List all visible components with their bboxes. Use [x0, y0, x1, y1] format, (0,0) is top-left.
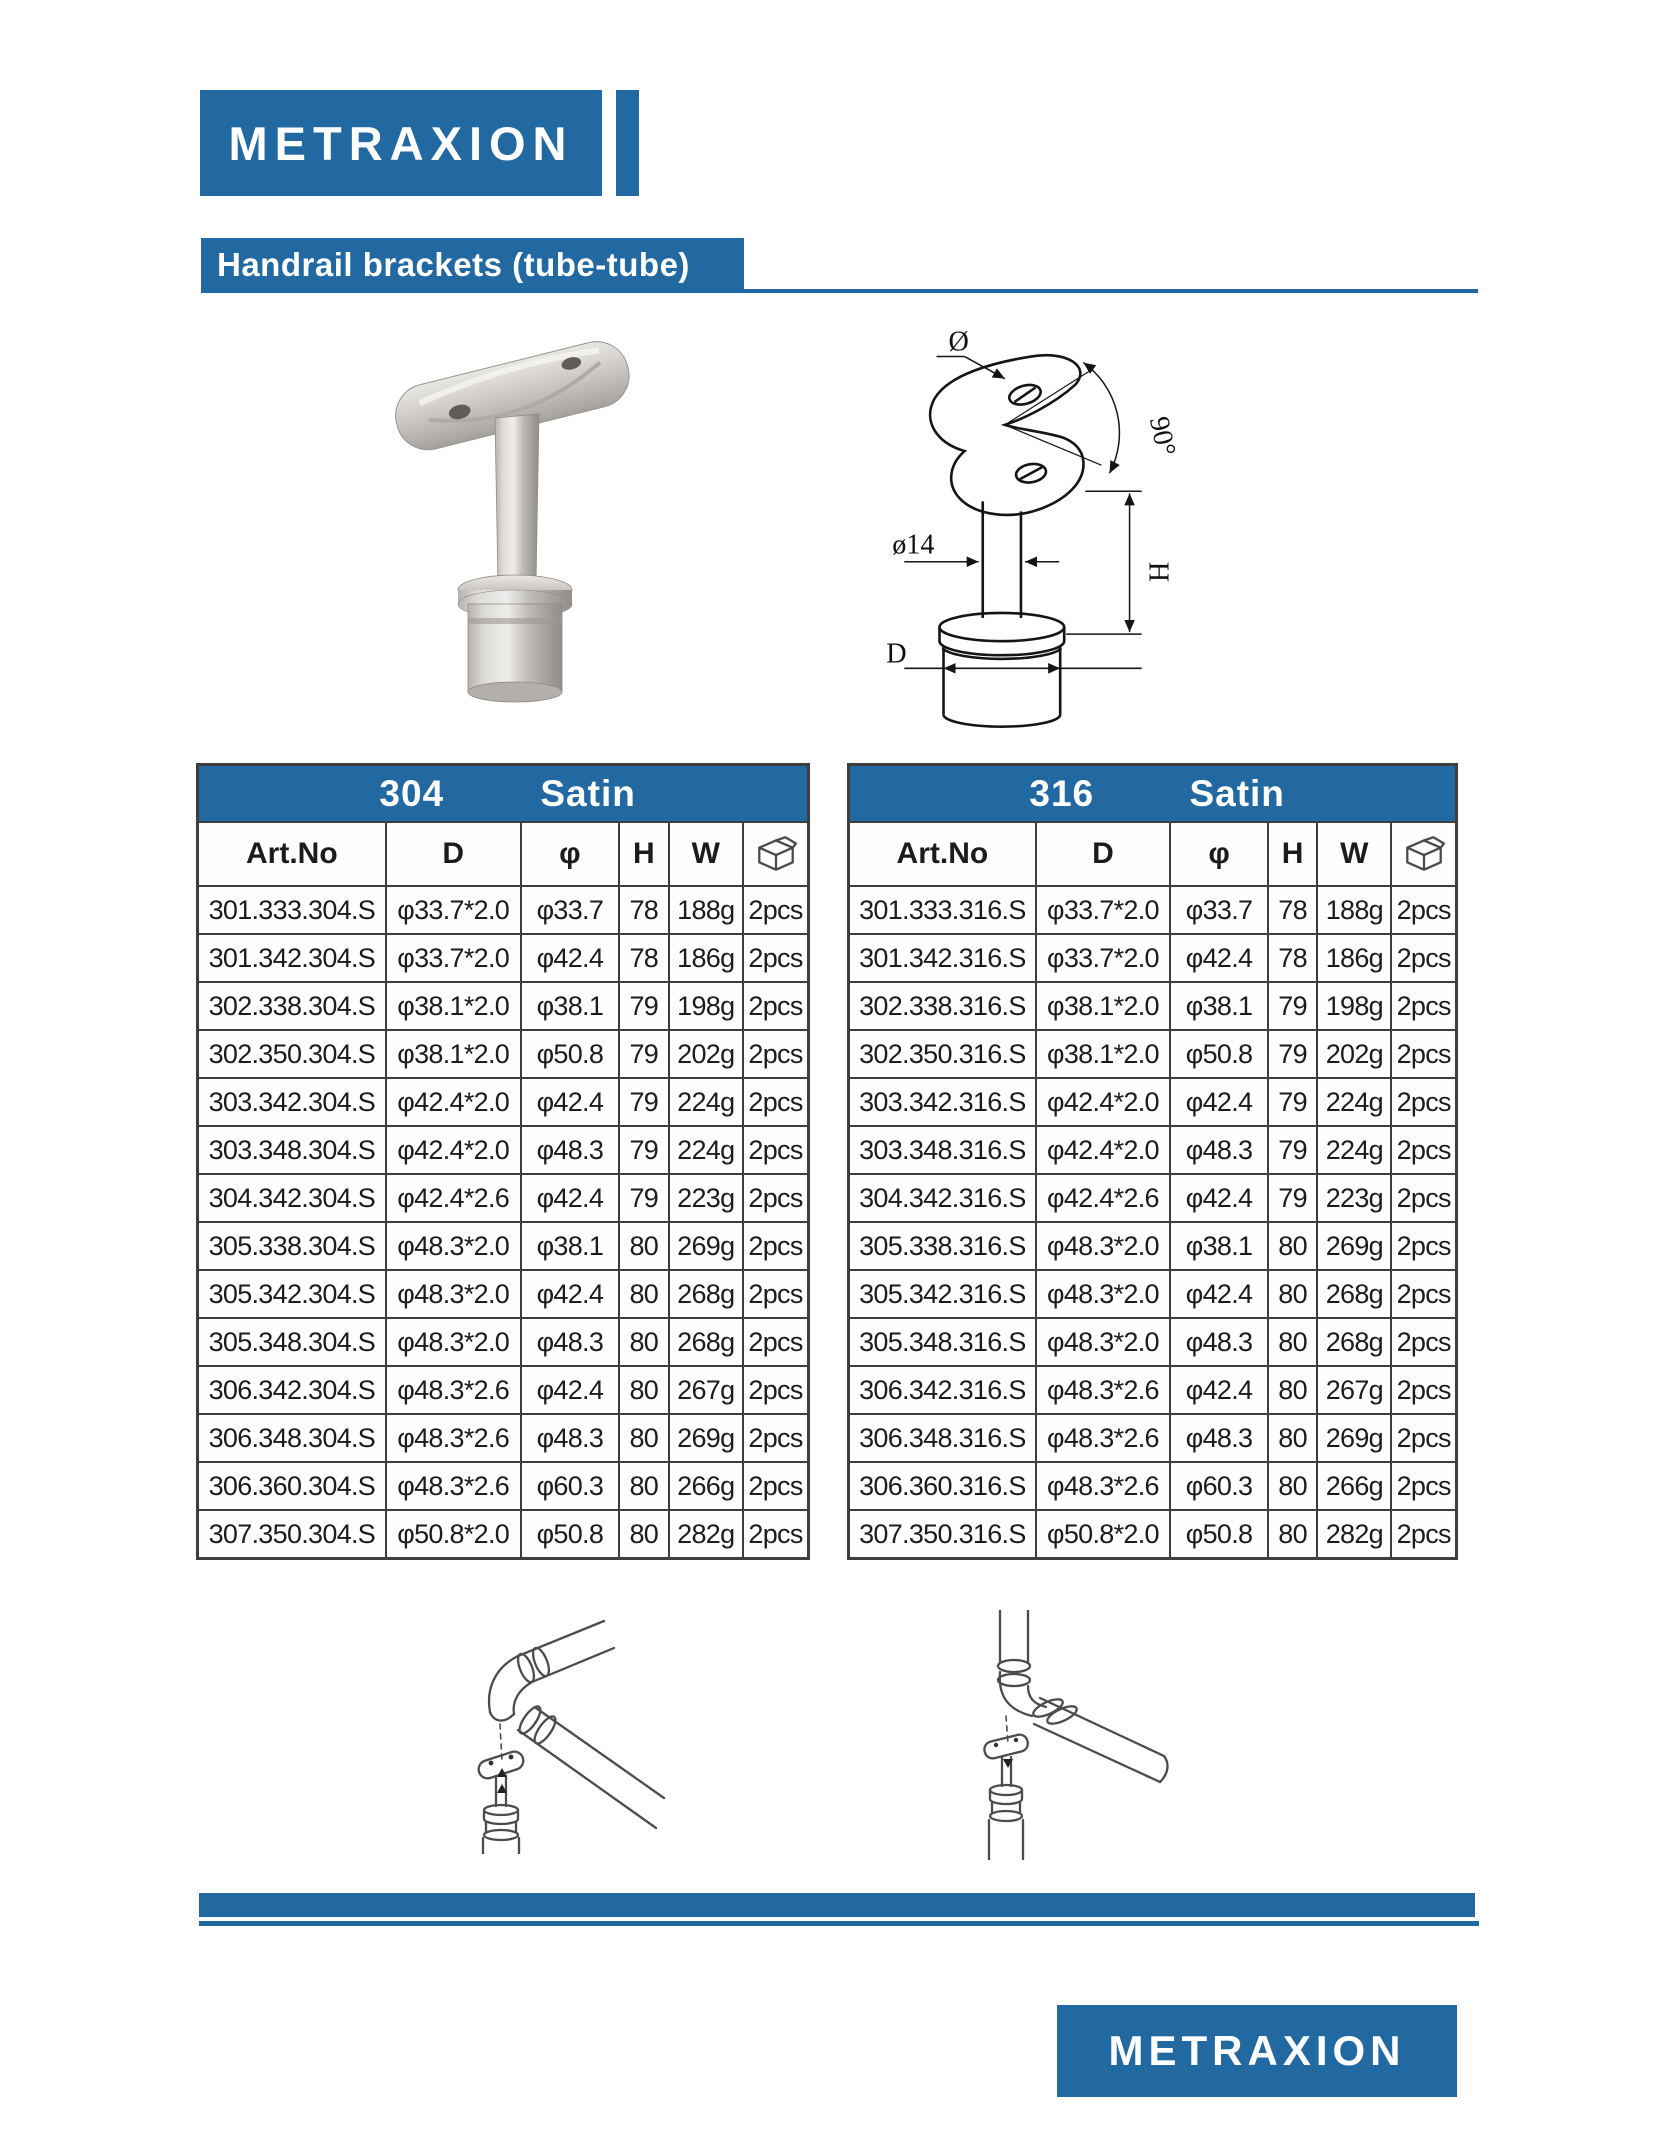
col-artno: Art.No: [198, 822, 386, 886]
col-package: [1391, 822, 1456, 886]
cell-h: 78: [619, 934, 668, 982]
cell-pcs: 2pcs: [1391, 1270, 1456, 1318]
installation-diagram-right: [942, 1610, 1170, 1860]
cell-h: 80: [1268, 1270, 1317, 1318]
col-h: H: [619, 822, 668, 886]
cell-artno: 307.350.304.S: [198, 1510, 386, 1559]
table-band-316: [849, 765, 1457, 823]
cell-w: 269g: [669, 1414, 744, 1462]
footer-bar-thin: [199, 1921, 1479, 1926]
cell-phi: φ38.1: [521, 1222, 619, 1270]
spec-table-304: [196, 763, 810, 1560]
cell-phi: φ38.1: [1170, 1222, 1268, 1270]
table-row: [849, 1366, 1457, 1414]
cell-artno: 305.348.316.S: [849, 1318, 1036, 1366]
cell-h: 78: [1268, 886, 1317, 934]
cell-phi: φ38.1: [521, 982, 619, 1030]
cell-artno: 302.350.304.S: [198, 1030, 386, 1078]
cell-h: 79: [619, 1030, 668, 1078]
cell-phi: φ42.4: [521, 934, 619, 982]
col-artno: Art.No: [849, 822, 1036, 886]
cell-artno: 306.360.316.S: [849, 1462, 1036, 1510]
cell-h: 79: [1268, 1078, 1317, 1126]
cell-d: φ50.8*2.0: [1036, 1510, 1170, 1559]
cell-pcs: 2pcs: [1391, 1510, 1456, 1559]
cell-d: φ48.3*2.0: [386, 1222, 521, 1270]
cell-d: φ48.3*2.6: [386, 1414, 521, 1462]
table-row: [198, 1222, 809, 1270]
table-band-304: [198, 765, 809, 823]
table-row: [849, 1078, 1457, 1126]
cell-h: 78: [619, 886, 668, 934]
cell-pcs: 2pcs: [1391, 1318, 1456, 1366]
footer-bar-thick: [199, 1893, 1475, 1917]
cell-artno: 305.338.304.S: [198, 1222, 386, 1270]
cell-pcs: 2pcs: [1391, 1078, 1456, 1126]
cell-pcs: 2pcs: [743, 1318, 808, 1366]
footer-brand: [1057, 2005, 1457, 2097]
cell-d: φ33.7*2.0: [1036, 934, 1170, 982]
cell-w: 282g: [1317, 1510, 1391, 1559]
cell-pcs: 2pcs: [743, 934, 808, 982]
cell-d: φ48.3*2.6: [1036, 1366, 1170, 1414]
cell-artno: 305.342.304.S: [198, 1270, 386, 1318]
cell-d: φ48.3*2.6: [1036, 1414, 1170, 1462]
cell-phi: φ42.4: [1170, 1366, 1268, 1414]
col-d: D: [386, 822, 521, 886]
cell-h: 79: [619, 982, 668, 1030]
bracket-base: [468, 604, 562, 702]
table-row: [849, 1174, 1457, 1222]
cell-phi: φ42.4: [521, 1174, 619, 1222]
cell-artno: 304.342.304.S: [198, 1174, 386, 1222]
cell-artno: 306.360.304.S: [198, 1462, 386, 1510]
cell-phi: φ42.4: [1170, 1270, 1268, 1318]
cell-d: φ48.3*2.0: [386, 1318, 521, 1366]
cell-artno: 301.333.316.S: [849, 886, 1036, 934]
cell-w: 266g: [1317, 1462, 1391, 1510]
brand-logo-text: METRAXION: [228, 116, 574, 170]
cell-h: 80: [1268, 1318, 1317, 1366]
label-stem-diameter: ø14: [892, 529, 935, 561]
cell-artno: 301.342.316.S: [849, 934, 1036, 982]
cell-artno: 306.342.304.S: [198, 1366, 386, 1414]
label-height: H: [1142, 561, 1174, 583]
cell-w: 224g: [1317, 1078, 1391, 1126]
table-row: [849, 934, 1457, 982]
cell-pcs: 2pcs: [1391, 1462, 1456, 1510]
cell-pcs: 2pcs: [743, 1222, 808, 1270]
cell-h: 80: [619, 1366, 668, 1414]
cell-phi: φ48.3: [1170, 1318, 1268, 1366]
cell-phi: φ42.4: [1170, 1174, 1268, 1222]
cell-h: 80: [1268, 1222, 1317, 1270]
cell-pcs: 2pcs: [1391, 1174, 1456, 1222]
cell-d: φ38.1*2.0: [1036, 982, 1170, 1030]
section-title: [201, 238, 744, 292]
table-row: [849, 1126, 1457, 1174]
table-row: [849, 886, 1457, 934]
table-row: [198, 934, 809, 982]
cell-w: 269g: [669, 1222, 744, 1270]
cell-d: φ48.3*2.0: [1036, 1222, 1170, 1270]
cell-w: 267g: [1317, 1366, 1391, 1414]
cell-d: φ48.3*2.6: [386, 1366, 521, 1414]
cell-h: 80: [619, 1222, 668, 1270]
product-photo: [365, 332, 657, 710]
cell-w: 267g: [669, 1366, 744, 1414]
cell-artno: 305.342.316.S: [849, 1270, 1036, 1318]
cell-d: φ33.7*2.0: [386, 886, 521, 934]
cell-w: 268g: [1317, 1270, 1391, 1318]
table-row: [198, 1462, 809, 1510]
cell-phi: φ38.1: [1170, 982, 1268, 1030]
cell-h: 80: [1268, 1462, 1317, 1510]
cell-phi: φ33.7: [521, 886, 619, 934]
table-row: [198, 1270, 809, 1318]
cell-h: 79: [1268, 1174, 1317, 1222]
cell-pcs: 2pcs: [1391, 1414, 1456, 1462]
cell-h: 80: [1268, 1510, 1317, 1559]
cell-phi: φ50.8: [521, 1030, 619, 1078]
drawing-flange-groove: [943, 648, 1062, 659]
col-phi: φ: [521, 822, 619, 886]
cell-pcs: 2pcs: [743, 982, 808, 1030]
cell-artno: 304.342.316.S: [849, 1174, 1036, 1222]
cell-pcs: 2pcs: [743, 1462, 808, 1510]
cell-artno: 301.342.304.S: [198, 934, 386, 982]
col-phi: φ: [1170, 822, 1268, 886]
cell-w: 198g: [1317, 982, 1391, 1030]
cell-w: 266g: [669, 1462, 744, 1510]
table-row: [198, 1078, 809, 1126]
cell-d: φ38.1*2.0: [1036, 1030, 1170, 1078]
col-package: [743, 822, 808, 886]
cell-h: 79: [619, 1078, 668, 1126]
grade-label: 304: [379, 772, 445, 814]
table-row: [849, 1030, 1457, 1078]
cell-artno: 301.333.304.S: [198, 886, 386, 934]
drawing-cyl-bottom: [944, 715, 1061, 727]
cell-phi: φ42.4: [521, 1366, 619, 1414]
cell-d: φ38.1*2.0: [386, 982, 521, 1030]
col-h: H: [1268, 822, 1317, 886]
cell-artno: 303.342.304.S: [198, 1078, 386, 1126]
cell-d: φ48.3*2.0: [1036, 1318, 1170, 1366]
cell-h: 80: [619, 1462, 668, 1510]
cell-h: 79: [619, 1126, 668, 1174]
cell-d: φ42.4*2.0: [386, 1126, 521, 1174]
cell-pcs: 2pcs: [743, 1270, 808, 1318]
drawing-saddle-outline: [930, 355, 1083, 515]
cell-phi: φ60.3: [1170, 1462, 1268, 1510]
cell-phi: φ42.4: [1170, 934, 1268, 982]
cell-artno: 306.342.316.S: [849, 1366, 1036, 1414]
cell-w: 202g: [1317, 1030, 1391, 1078]
cell-artno: 303.342.316.S: [849, 1078, 1036, 1126]
cell-phi: φ50.8: [521, 1510, 619, 1559]
cell-artno: 307.350.316.S: [849, 1510, 1036, 1559]
cell-d: φ42.4*2.6: [386, 1174, 521, 1222]
cell-w: 268g: [669, 1318, 744, 1366]
table-row: [849, 1414, 1457, 1462]
cell-h: 78: [1268, 934, 1317, 982]
cell-w: 224g: [669, 1126, 744, 1174]
cell-pcs: 2pcs: [743, 1414, 808, 1462]
cell-phi: φ48.3: [521, 1318, 619, 1366]
cell-h: 80: [619, 1318, 668, 1366]
cell-phi: φ50.8: [1170, 1030, 1268, 1078]
cell-artno: 303.348.316.S: [849, 1126, 1036, 1174]
cell-d: φ42.4*2.6: [1036, 1174, 1170, 1222]
package-box-icon: [1401, 835, 1447, 873]
cell-phi: φ48.3: [1170, 1126, 1268, 1174]
cell-w: 202g: [669, 1030, 744, 1078]
cell-w: 188g: [1317, 886, 1391, 934]
cell-artno: 302.338.316.S: [849, 982, 1036, 1030]
cell-w: 269g: [1317, 1222, 1391, 1270]
cell-pcs: 2pcs: [1391, 1030, 1456, 1078]
table-row: [198, 982, 809, 1030]
cell-artno: 305.338.316.S: [849, 1222, 1036, 1270]
cell-w: 268g: [669, 1270, 744, 1318]
cell-artno: 302.338.304.S: [198, 982, 386, 1030]
cell-h: 79: [619, 1174, 668, 1222]
cell-pcs: 2pcs: [1391, 1126, 1456, 1174]
grade-label: 316: [1029, 772, 1095, 814]
label-angle: 90°: [1142, 413, 1182, 459]
cell-h: 80: [1268, 1366, 1317, 1414]
cell-artno: 306.348.316.S: [849, 1414, 1036, 1462]
cell-phi: φ48.3: [521, 1126, 619, 1174]
cell-d: φ50.8*2.0: [386, 1510, 521, 1559]
cell-w: 269g: [1317, 1414, 1391, 1462]
bracket-stem: [495, 414, 539, 584]
table-row: [849, 1462, 1457, 1510]
finish-label: Satin: [1189, 772, 1285, 814]
cell-pcs: 2pcs: [743, 1030, 808, 1078]
cell-d: φ48.3*2.6: [386, 1462, 521, 1510]
spec-table-316: [847, 763, 1458, 1560]
cell-d: φ48.3*2.0: [386, 1270, 521, 1318]
brand-logo: [200, 90, 602, 196]
cell-d: φ48.3*2.0: [1036, 1270, 1170, 1318]
table-row: [849, 1318, 1457, 1366]
cell-w: 268g: [1317, 1318, 1391, 1366]
cell-w: 186g: [669, 934, 744, 982]
cell-w: 186g: [1317, 934, 1391, 982]
footer-brand-text: METRAXION: [1108, 2027, 1406, 2074]
cell-pcs: 2pcs: [743, 1078, 808, 1126]
table-row: [198, 1126, 809, 1174]
table-row: [198, 1030, 809, 1078]
cell-h: 80: [619, 1414, 668, 1462]
table-row: [198, 1318, 809, 1366]
cell-phi: φ42.4: [521, 1270, 619, 1318]
drawing-screw-slot-bottom: [1015, 462, 1048, 485]
table-row: [198, 1366, 809, 1414]
cell-pcs: 2pcs: [743, 886, 808, 934]
col-w: W: [1317, 822, 1391, 886]
col-d: D: [1036, 822, 1170, 886]
cell-w: 224g: [1317, 1126, 1391, 1174]
cell-pcs: 2pcs: [743, 1510, 808, 1559]
table-row: [198, 1510, 809, 1559]
table-row: [849, 1270, 1457, 1318]
cell-w: 223g: [669, 1174, 744, 1222]
cell-pcs: 2pcs: [1391, 934, 1456, 982]
cell-d: φ48.3*2.6: [1036, 1462, 1170, 1510]
cell-artno: 303.348.304.S: [198, 1126, 386, 1174]
cell-artno: 302.350.316.S: [849, 1030, 1036, 1078]
cell-pcs: 2pcs: [1391, 886, 1456, 934]
cell-pcs: 2pcs: [1391, 982, 1456, 1030]
cell-phi: φ42.4: [1170, 1078, 1268, 1126]
cell-phi: φ60.3: [521, 1462, 619, 1510]
cell-d: φ42.4*2.0: [1036, 1078, 1170, 1126]
installation-diagram-left: [452, 1616, 680, 1854]
cell-phi: φ33.7: [1170, 886, 1268, 934]
cell-w: 282g: [669, 1510, 744, 1559]
cell-d: φ33.7*2.0: [1036, 886, 1170, 934]
table-row: [198, 886, 809, 934]
cell-pcs: 2pcs: [1391, 1366, 1456, 1414]
table-row: [849, 982, 1457, 1030]
cell-artno: 306.348.304.S: [198, 1414, 386, 1462]
cell-d: φ42.4*2.0: [1036, 1126, 1170, 1174]
cell-pcs: 2pcs: [743, 1126, 808, 1174]
logo-accent-bar: [616, 90, 639, 196]
cell-phi: φ42.4: [521, 1078, 619, 1126]
cell-phi: φ48.3: [1170, 1414, 1268, 1462]
col-w: W: [669, 822, 744, 886]
cell-h: 79: [1268, 982, 1317, 1030]
cell-w: 188g: [669, 886, 744, 934]
cell-phi: φ50.8: [1170, 1510, 1268, 1559]
cell-pcs: 2pcs: [1391, 1222, 1456, 1270]
cell-w: 224g: [669, 1078, 744, 1126]
cell-d: φ33.7*2.0: [386, 934, 521, 982]
cell-pcs: 2pcs: [743, 1366, 808, 1414]
cell-h: 80: [619, 1510, 668, 1559]
label-top-diameter: Ø: [948, 326, 969, 358]
cell-d: φ42.4*2.0: [386, 1078, 521, 1126]
cell-h: 79: [1268, 1030, 1317, 1078]
cell-h: 80: [619, 1270, 668, 1318]
table-row: [198, 1174, 809, 1222]
section-title-text: Handrail brackets (tube-tube): [217, 246, 690, 283]
cell-pcs: 2pcs: [743, 1174, 808, 1222]
table-row: [849, 1510, 1457, 1559]
drawing-flange-top: [939, 613, 1064, 641]
package-box-icon: [753, 835, 799, 873]
cell-phi: φ48.3: [521, 1414, 619, 1462]
cell-h: 80: [1268, 1414, 1317, 1462]
cell-d: φ38.1*2.0: [386, 1030, 521, 1078]
table-row: [198, 1414, 809, 1462]
table-row: [849, 1222, 1457, 1270]
label-base-diameter: D: [886, 638, 907, 670]
finish-label: Satin: [540, 772, 636, 814]
cell-w: 198g: [669, 982, 744, 1030]
cell-w: 223g: [1317, 1174, 1391, 1222]
cell-h: 79: [1268, 1126, 1317, 1174]
technical-drawing: [852, 322, 1204, 730]
cell-artno: 305.348.304.S: [198, 1318, 386, 1366]
